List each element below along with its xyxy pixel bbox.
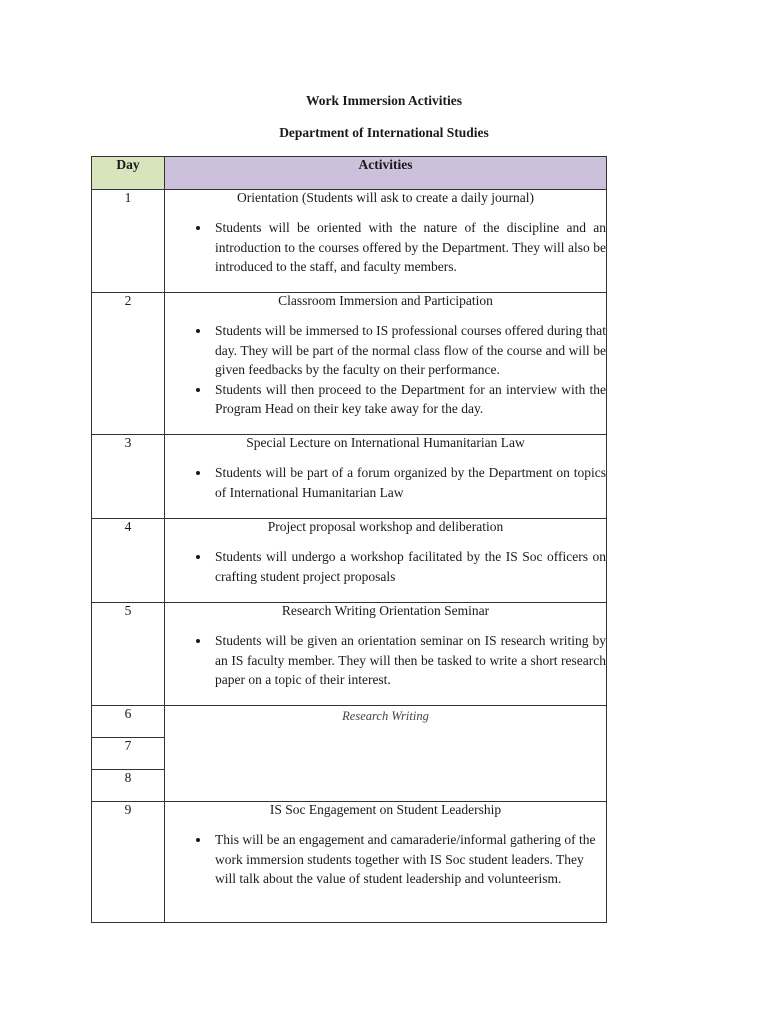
activity-cell bbox=[165, 706, 607, 802]
activity-bullet: • Students will undergo a workshop facilitated by the IS Soc officers on crafting student project proposals bbox=[211, 547, 606, 586]
activity-cell bbox=[165, 293, 607, 435]
table-row bbox=[92, 706, 607, 738]
activity-title: Project proposal workshop and deliberation bbox=[267, 519, 504, 534]
activities-table bbox=[91, 156, 607, 923]
activity-bullet: • Students will be oriented with the nature of the discipline and an introduction to the courses offered by the Department. They will also be introduced to the staff, and faculty members. bbox=[211, 218, 606, 277]
day-number: 7 bbox=[92, 738, 165, 770]
activity-title: Special Lecture on International Humanitarian Law bbox=[246, 435, 525, 450]
document-title: Work Immersion Activities bbox=[306, 93, 462, 108]
day-column-header: Day bbox=[92, 157, 165, 190]
day-number: 5 bbox=[92, 603, 165, 706]
activity-title: Classroom Immersion and Participation bbox=[278, 293, 493, 308]
activity-cell bbox=[165, 519, 607, 603]
table-header-row bbox=[92, 157, 607, 190]
activity-bullets bbox=[165, 631, 606, 690]
research-writing-label: Research Writing bbox=[342, 709, 429, 723]
activities-column-header: Activities bbox=[165, 157, 607, 190]
activity-title: Research Writing Orientation Seminar bbox=[281, 603, 490, 618]
table-row bbox=[92, 603, 607, 706]
activity-bullet: • Students will be given an orientation seminar on IS research writing by an IS faculty member. They will then be tasked to write a short research paper on a topic of their interest. bbox=[211, 631, 606, 690]
activity-bullet: • Students will be immersed to IS professional courses offered during that day. They will be part of the normal class flow of the course and will be given feedbacks by the faculty on their performance. bbox=[211, 321, 606, 380]
day-number: 4 bbox=[92, 519, 165, 603]
table-row bbox=[92, 519, 607, 603]
table-row bbox=[92, 802, 607, 923]
activity-bullets bbox=[165, 463, 606, 502]
activity-bullets bbox=[165, 321, 606, 419]
table-row bbox=[92, 435, 607, 519]
activity-cell bbox=[165, 603, 607, 706]
day-number: 2 bbox=[92, 293, 165, 435]
activity-title: IS Soc Engagement on Student Leadership bbox=[269, 802, 502, 817]
document-subtitle: Department of International Studies bbox=[279, 125, 489, 140]
activity-bullet: • This will be an engagement and camaraderie/informal gathering of the work immersion students together with IS Soc student leaders. They will talk about the value of student leadership and volunteerism. bbox=[211, 830, 606, 889]
table-row bbox=[92, 293, 607, 435]
day-number: 9 bbox=[92, 802, 165, 923]
activity-bullets bbox=[165, 547, 606, 586]
activity-cell bbox=[165, 435, 607, 519]
activity-title: Orientation (Students will ask to create a daily journal) bbox=[237, 190, 534, 205]
activity-cell bbox=[165, 802, 607, 923]
day-number: 6 bbox=[92, 706, 165, 738]
activity-cell bbox=[165, 190, 607, 293]
day-number: 3 bbox=[92, 435, 165, 519]
day-number: 8 bbox=[92, 770, 165, 802]
day-number: 1 bbox=[92, 190, 165, 293]
activity-bullet: • Students will then proceed to the Department for an interview with the Program Head on their key take away for the day. bbox=[211, 380, 606, 419]
activity-bullets bbox=[165, 830, 606, 889]
table-row bbox=[92, 190, 607, 293]
activity-bullet: • Students will be part of a forum organized by the Department on topics of International Humanitarian Law bbox=[211, 463, 606, 502]
activity-bullets bbox=[165, 218, 606, 277]
